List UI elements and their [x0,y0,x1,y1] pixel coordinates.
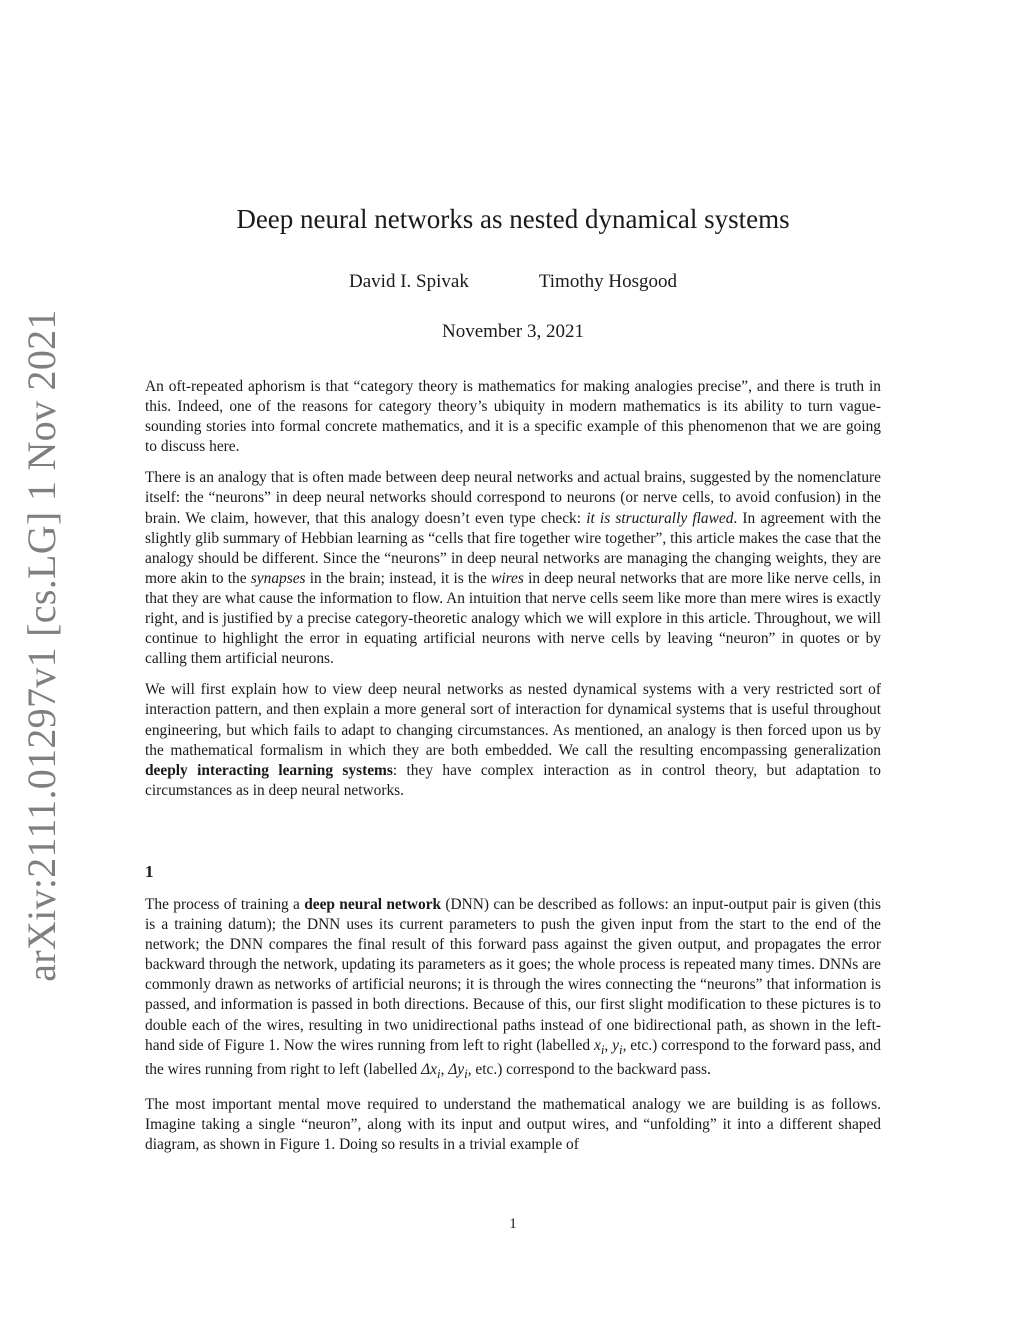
math-subscript: i [436,1066,441,1081]
paragraph: We will first explain how to view deep neural networks as nested dynamical systems with a very restricted sort of interaction pattern, and then explain a more general sort of interaction for dynamical systems that is useful throughout engineering, but which fails to adapt to changing circumstances. As mentioned, an analogy is then forced upon us by the mathematical formalism in which they are both embedded. We call the resulting encompassing generalization deeply interacting learning systems: they have complex interaction as in control theory, but adaptation to circumstances as in deep neural networks. [145,681,882,799]
paragraph: The most important mental move required to understand the mathematical analogy we are building is as follows. Imagine taking a single “neuron”, along with its input and output wires, and “unfolding” it into a different shaped diagram, as shown in Figure 1. Doing so results in a trivial example of [145,1096,881,1154]
math-subscript: i [618,1042,623,1057]
section-text [145,895,881,1166]
arxiv-identifier: arXiv:2111.01297v1 [cs.LG] 1 Nov 2021 [18,308,64,982]
math-symbol: x [593,1036,601,1054]
paragraph: There is an analogy that is often made between deep neural networks and actual brains, suggested by the nomenclature itself: the “neurons” in deep neural networks should correspond to neurons (or nerve cells, to avoid confusion) in the brain. We claim, however, that this analogy doesn’t even type check: it is structurally flawed. In agreement with the slightly glib summary of Hebbian learning as “cells that fire together wire together”, this article makes the case that the analogy should be different. Since the “neurons” in deep neural networks are managing the changing weights, they are more akin to the synapses in the brain; instead, it is the wires in deep neural networks that are more like nerve cells, in that they are what cause the information to flow. An intuition that nerve cells seem like more than mere wires is exactly right, and is justified by a precise category-theoretic analogy which we will explore in this article. Throughout, we will continue to highlight the error in equating artificial neurons with nerve cells by leaving “neuron” in quotes or by calling them artificial neurons. [145,469,881,668]
arxiv-side-stamp [6,308,76,982]
intro-text [145,377,881,812]
math-symbol: Δx [421,1060,437,1078]
emphasis: it is structurally flawed [586,509,734,527]
paragraph: The process of training a deep neural network (DNN) can be described as follows: an input-output pair is given (this is a training datum); the DNN uses its current parameters to push the given input from the start to the end of the network; the DNN compares the final result of this forward pass against the given output, and propagates the error backward through the network, updating its parameters as it goes; the whole process is repeated many times. DNNs are commonly drawn as networks of artificial neurons; it is through the wires connecting the “neurons” that information is passed, and information is passed in both directions. Because of this, our first slight modification to these pictures is to double each of the wires, resulting in two unidirectional paths instead of one bidirectional path, as shown in the left-hand side of Figure 1. Now the wires running from left to right (labelled $x_i$, $y_i$, etc.) correspond to the forward pass, and the wires running from right to left (labelled $\Delta x_i$, $\Delta y_i$, etc.) correspond to the backward pass. [145,896,881,1081]
math-symbol: Δy [448,1060,465,1078]
paper-title: Deep neural networks as nested dynamical systems [236,204,790,234]
author-name: David I. Spivak [349,271,469,292]
page-number: 1 [509,1216,517,1232]
author-list [145,271,881,293]
author-name: Timothy Hosgood [538,271,677,292]
emphasis: synapses [250,569,306,587]
paragraph: An oft-repeated aphorism is that “category theory is mathematics for making analogies precise”, and there is truth in this. Indeed, one of the reasons for category theory’s ubiquity in modern mathematics is its ability to turn vague-sounding stories into formal concrete mathematics, and it is a specific example of this phenomenon that we are going to discuss here. [145,378,881,456]
math-symbol: y [612,1036,619,1054]
defined-term: deeply interacting learning systems [145,761,393,779]
math-subscript: i [464,1066,468,1081]
math-subscript: i [600,1042,605,1057]
paper-date: November 3, 2021 [442,321,584,342]
defined-term: deep neural network [304,896,442,913]
section-heading: 1 [145,862,154,881]
emphasis: wires [491,569,524,587]
